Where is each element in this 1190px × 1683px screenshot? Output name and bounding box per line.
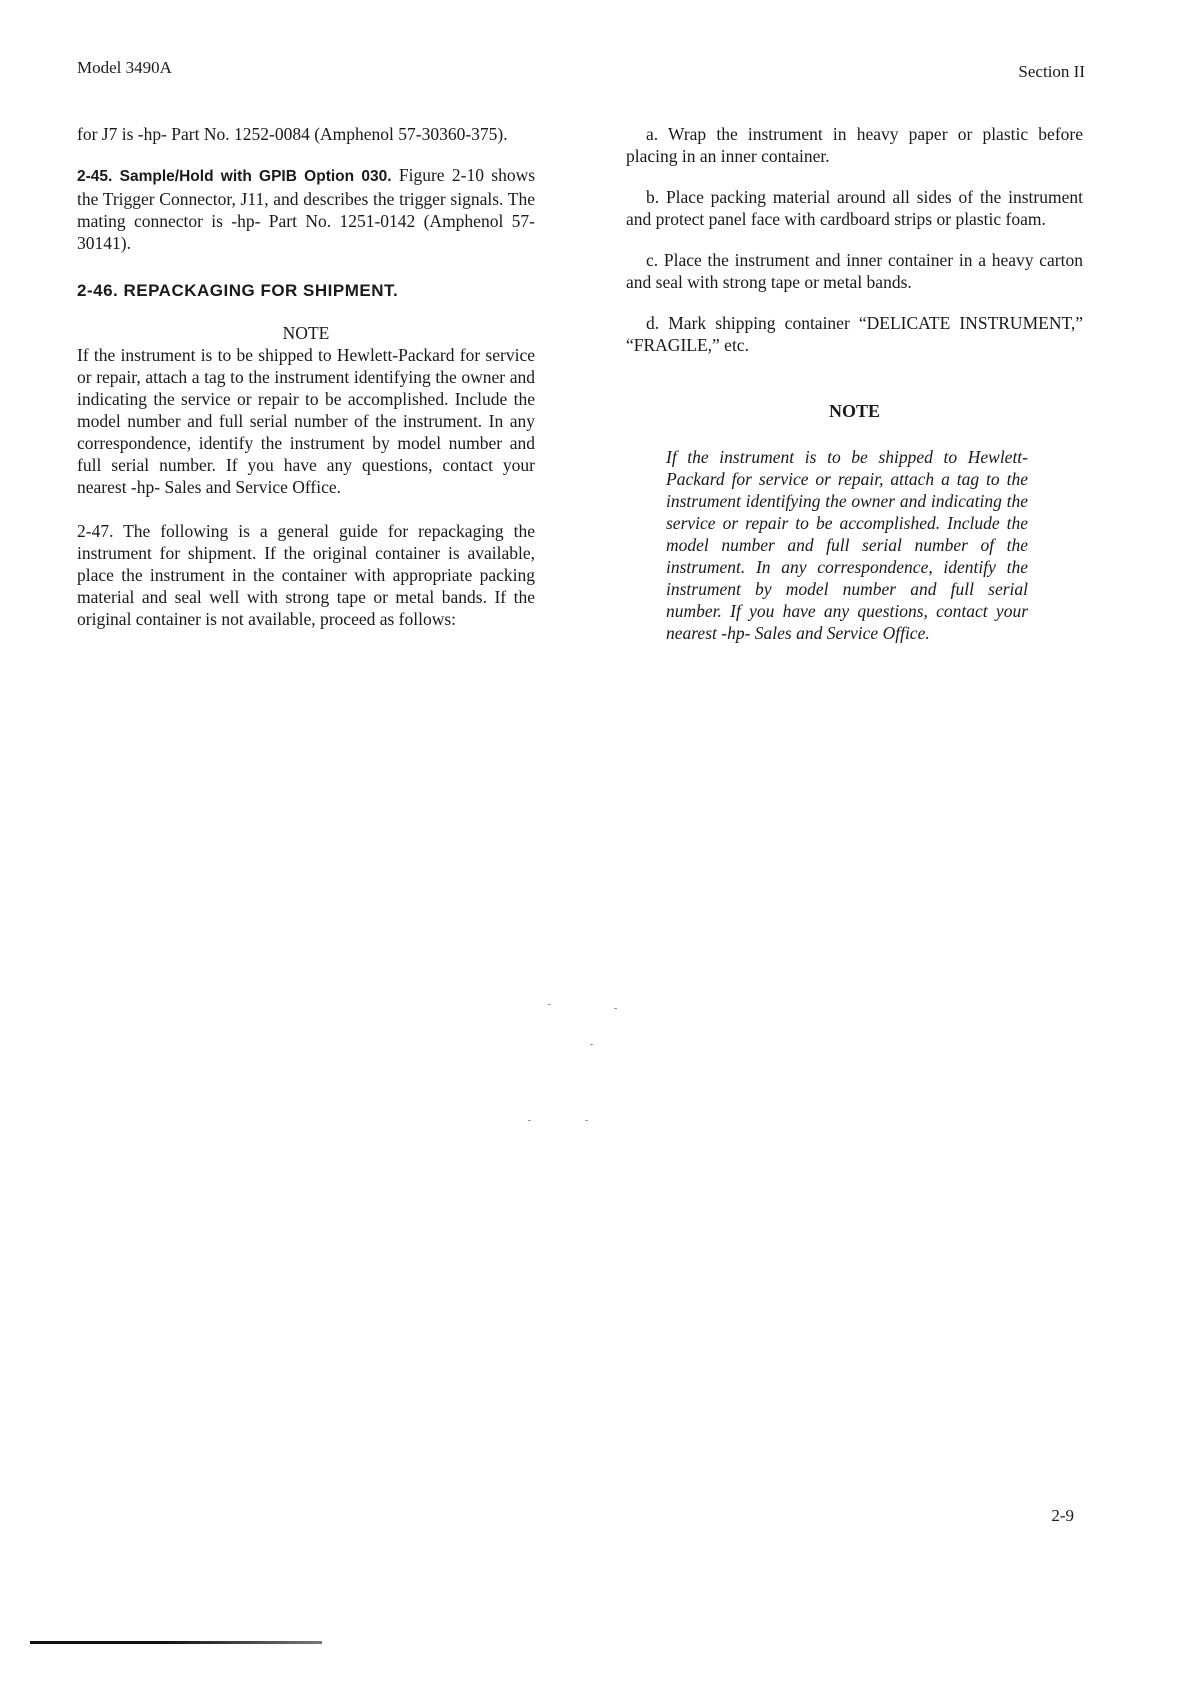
header-model: Model 3490A [77,58,172,77]
paragraph-2-45-body: Figure 2-10 shows the Trigger Connector, J11, and describes the trigger signals. The mating connector is -hp- Part No. 1251-0142 (Amphenol 57-30141). [77,165,536,253]
note-paragraph: If the instrument is to be shipped to Hewlett-Packard for service or repair, attach a tag to the instrument identifying the owner and indicating the service or repair to be accomplished. Include the model number and full serial number of the instrument. In any correspondence, identify the instrument by model number and full serial number. If you have any questions, contact your nearest -hp- Sales and Service Office. [77,345,535,497]
note-label: NOTE [282,323,330,343]
scan-speck [528,1120,531,1121]
right-column [626,123,1083,644]
left-column [77,123,535,630]
step-a: a. Wrap the instrument in heavy paper or plastic before placing in an inner container. [626,124,1083,166]
paragraph-2-45 [77,164,535,254]
footer-rule [30,1641,322,1644]
note-italic-paragraph: If the instrument is to be shipped to Hewlett-Packard for service or repair, attach a tag to the instrument identifying the owner and indicating the service or repair to be accomplished. Include the model number and full serial number of the instrument. In any correspondence, identify the instrument by model number and full serial number. If you have any questions, contact your nearest -hp- Sales and Service Office. [666,447,1028,643]
scan-speck [614,1008,617,1009]
note-label-italic-section: NOTE [828,401,880,421]
scan-speck [590,1044,593,1045]
step-c: c. Place the instrument and inner container in a heavy carton and seal with strong tape or metal bands. [626,250,1083,292]
scan-speck [585,1120,588,1121]
heading-2-46: 2-46. REPACKAGING FOR SHIPMENT. [77,281,399,300]
paragraph-2-45-title: Sample/Hold with GPIB Option 030. [119,168,392,185]
paragraph-2-47: 2-47. The following is a general guide for repackaging the instrument for shipment. If the original container is available, place the instrument in the container with appropriate packing material and seal well with strong tape or metal bands. If the original container is not available, proceed as follows: [77,521,535,629]
page-number: 2-9 [1051,1506,1074,1525]
paragraph-2-45-number: 2-45. [77,168,113,185]
scan-speck [548,1004,551,1005]
continuation-paragraph: for J7 is -hp- Part No. 1252-0084 (Amphenol 57-30360-375). [77,124,508,144]
header-section: Section II [1018,62,1085,81]
step-d: d. Mark shipping container “DELICATE INSTRUMENT,” “FRAGILE,” etc. [626,313,1083,355]
step-b: b. Place packing material around all sides of the instrument and protect panel face with cardboard strips or plastic foam. [626,187,1083,229]
